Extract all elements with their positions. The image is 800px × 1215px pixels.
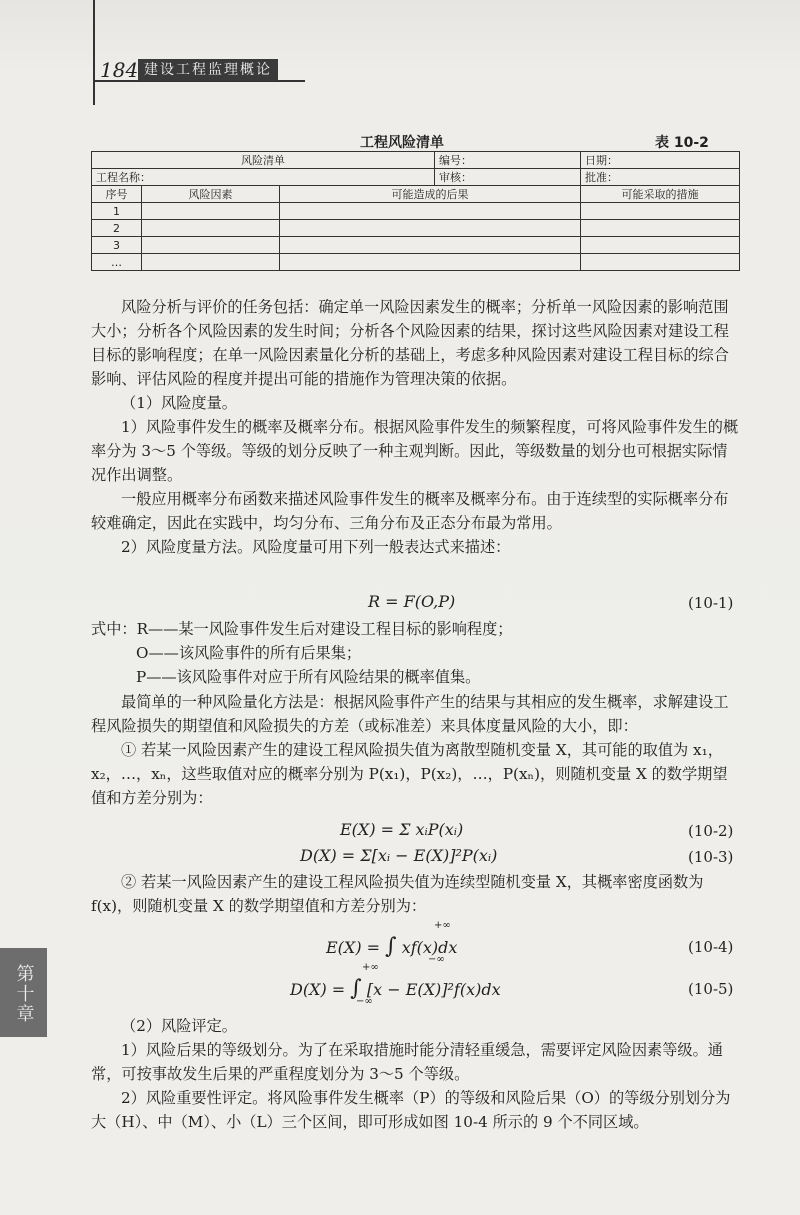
paragraph: 2）风险度量方法。风险度量可用下列一般表达式来描述：: [121, 538, 511, 556]
body-section-2: [91, 690, 741, 810]
cell-seq: 1: [92, 203, 142, 220]
cell-approve: 批准：: [581, 169, 740, 186]
cell-date: 日期：: [581, 152, 740, 169]
book-title: 建设工程监理概论: [138, 59, 278, 81]
page-number: 184: [100, 58, 139, 82]
integral-sign: ∫: [385, 934, 397, 959]
definition-r: 式中：R——某一风险事件发生后对建设工程目标的影响程度；: [91, 620, 513, 638]
equation-number: (10-1): [688, 594, 734, 612]
paragraph: ① 若某一风险因素产生的建设工程风险损失值为离散型随机变量 X，其可能的取值为 x₁，x₂，…，xₙ，这些取值对应的概率分别为 P(x₁)，P(x₂)，…，P(xₙ)，则随机变量 X 的数学期望值和方差分别为：: [91, 741, 728, 807]
table-row: [92, 237, 740, 254]
paragraph: 一般应用概率分布函数来描述风险事件发生的概率及概率分布。由于连续型的实际概率分布较难确定，因此在实践中，均匀分布、三角分布及正态分布最为常用。: [91, 490, 729, 532]
equation-10-4: E(X) = ∫ +∞ −∞ xf(x)dx: [326, 920, 458, 965]
integral-sign: ∫: [350, 976, 362, 1001]
equation-10-5: D(X) = ∫ +∞ −∞ [x − E(X)]²f(x)dx: [290, 962, 501, 1007]
table-title: 工程风险清单: [360, 135, 444, 151]
paragraph: 最简单的一种风险量化方法是：根据风险事件产生的结果与其相应的发生概率，求解建设工程风险损失的期望值和风险损失的方差（或标准差）来具体度量风险的大小，即：: [91, 693, 729, 735]
cell-code: 编号：: [435, 152, 581, 169]
equation-number: (10-4): [688, 938, 734, 956]
paragraph: 风险分析与评价的任务包括：确定单一风险因素发生的概率；分析单一风险因素的影响范围大小；分析各个风险因素的发生时间；分析各个风险因素的结果，探讨这些风险因素对建设工程目标的影响程度；在单一风险因素量化分析的基础上，考虑多种风险因素对建设工程目标的综合影响、评估风险的程度并提出可能的措施作为管理决策的依据。: [91, 298, 729, 388]
header-seq: 序号: [92, 186, 142, 203]
chapter-side-tab: 第十章: [0, 948, 47, 1037]
cell-risk-list: 风险清单: [92, 152, 435, 169]
definition-o: O——该风险事件的所有后果集；: [136, 644, 362, 662]
body-section-1: [91, 295, 741, 559]
equation-10-1: R = F(O,P): [368, 592, 456, 611]
equation-10-2: E(X) = Σ xᵢP(xᵢ): [340, 820, 464, 839]
definition-p: P——该风险事件对应于所有风险结果的概率值集。: [136, 668, 481, 686]
table-row: [92, 254, 740, 271]
risk-list-table: [91, 151, 740, 271]
cell-seq: 3: [92, 237, 142, 254]
body-section-4: [91, 1014, 741, 1134]
section-heading: （1）风险度量。: [121, 394, 237, 412]
paragraph: 2）风险重要性评定。将风险事件发生概率（P）的等级和风险后果（O）的等级分别划分为大（H）、中（M）、小（L）三个区间，即可形成如图 10-4 所示的 9 个不同区域。: [91, 1089, 731, 1131]
table-number: 表 10-2: [655, 135, 709, 151]
cell-seq: 2: [92, 220, 142, 237]
equation-number: (10-3): [688, 848, 734, 866]
header-consequence: 可能造成的后果: [280, 186, 581, 203]
table-row: [92, 169, 740, 186]
table-row: [92, 220, 740, 237]
table-row: [92, 203, 740, 220]
equation-number: (10-5): [688, 980, 734, 998]
header-factor: 风险因素: [142, 186, 280, 203]
paragraph: 1）风险事件发生的概率及概率分布。根据风险事件发生的频繁程度，可将风险事件发生的概率分为 3～5 个等级。等级的划分反映了一种主观判断。因此，等级数量的划分也可根据实际情况作出调整。: [91, 418, 739, 484]
cell-seq: …: [92, 254, 142, 271]
table-header-row: [92, 186, 740, 203]
table-row: [92, 152, 740, 169]
body-section-3: [91, 870, 741, 918]
header-vertical-rule: [93, 0, 95, 105]
paragraph: ② 若某一风险因素产生的建设工程风险损失值为连续型随机变量 X，其概率密度函数为 f(x)，则随机变量 X 的数学期望值和方差分别为：: [91, 873, 704, 915]
cell-project-name: 工程名称：: [92, 169, 435, 186]
cell-review: 审核：: [435, 169, 581, 186]
paragraph: 1）风险后果的等级划分。为了在采取措施时能分清轻重缓急，需要评定风险因素等级。通常，可按事故发生后果的严重程度划分为 3～5 个等级。: [91, 1041, 723, 1083]
header-measure: 可能采取的措施: [581, 186, 740, 203]
equation-10-3: D(X) = Σ[xᵢ − E(X)]²P(xᵢ): [300, 846, 498, 865]
section-heading: （2）风险评定。: [121, 1017, 237, 1035]
equation-number: (10-2): [688, 822, 734, 840]
